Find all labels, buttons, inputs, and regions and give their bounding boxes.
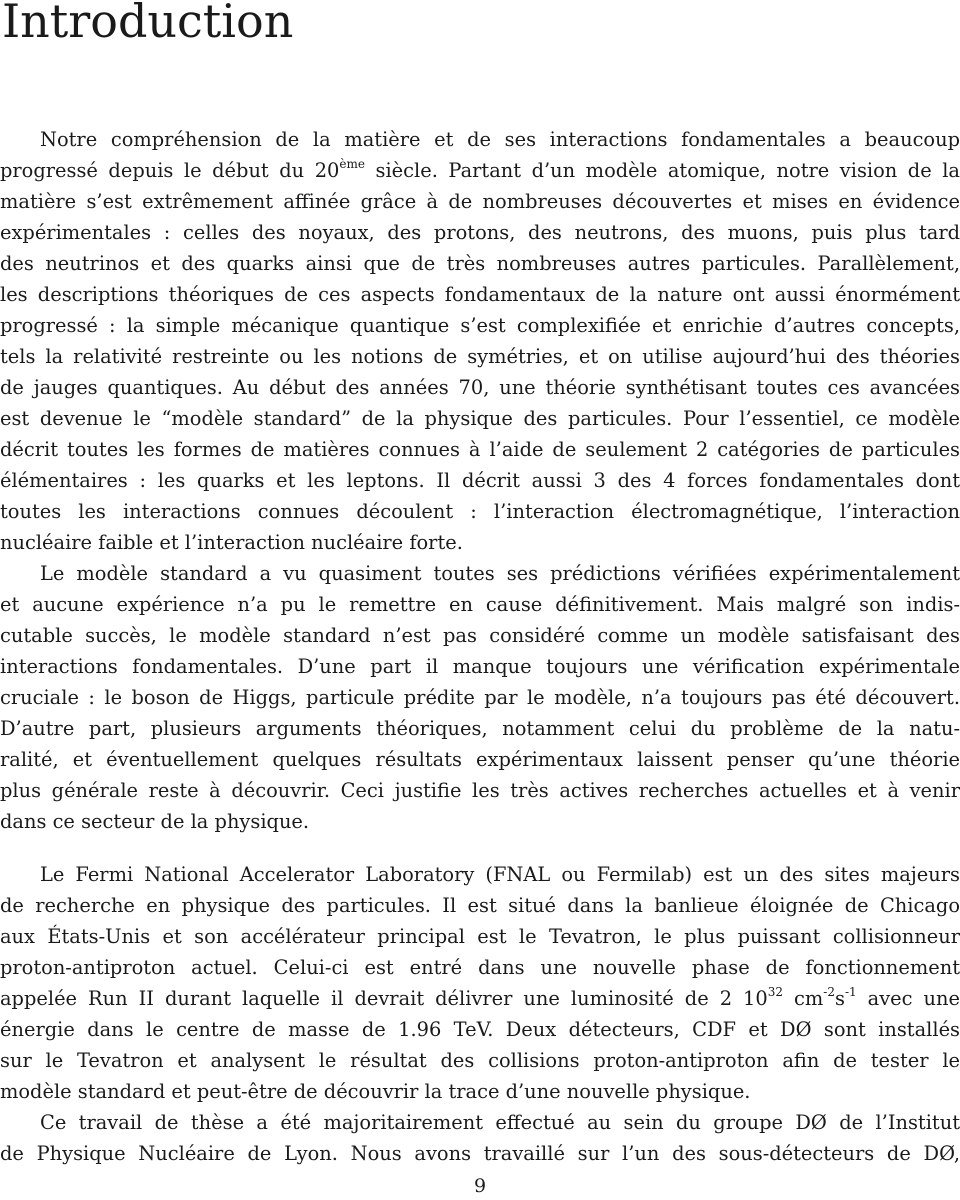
text-line: des neutrinos et des quarks ainsi que de très nombreuses autres particules. Parallèlement,: [0, 252, 960, 275]
superscript: -1: [844, 984, 857, 999]
text-line: cutable succès, le modèle standard n’est pas considéré comme un modèle satisfaisant des: [0, 624, 960, 647]
text-line: nucléaire faible et l’interaction nucléaire forte.: [0, 531, 463, 554]
text-line: expérimentales : celles des noyaux, des protons, des neutrons, des muons, puis plus tard: [0, 221, 960, 244]
body-text: [0, 124, 960, 1169]
text-line: Le Fermi National Accelerator Laboratory (FNAL ou Fermilab) est un des sites majeurs: [40, 863, 960, 886]
superscript: -2: [823, 984, 835, 999]
text-line: tels la relativité restreinte ou les notions de symétries, et on utilise aujourd’hui des théories: [0, 345, 960, 368]
text-line: interactions fondamentales. D’une part il manque toujours une vérification expérimentale: [0, 655, 960, 678]
text-line: ralité, et éventuellement quelques résultats expérimentaux laissent penser qu’une théorie: [0, 748, 960, 771]
text-line: modèle standard et peut-être de découvrir la trace d’une nouvelle physique.: [0, 1080, 751, 1103]
superscript: 32: [767, 984, 783, 999]
text-line: décrit toutes les formes de matières connues à l’aide de seulement 2 catégories de particules: [0, 438, 960, 461]
page-number: 9: [473, 1175, 487, 1197]
text-line: proton-antiproton actuel. Celui-ci est entré dans une nouvelle phase de fonctionnement: [0, 956, 960, 979]
text-line: Le modèle standard a vu quasiment toutes ses prédictions vérifiées expérimentalement: [40, 562, 960, 585]
text-line: matière s’est extrêmement affinée grâce à de nombreuses découvertes et mises en évidence: [0, 190, 960, 213]
text-line: est devenue le “modèle standard” de la physique des particules. Pour l’essentiel, ce modèle: [0, 407, 960, 430]
text-line: plus générale reste à découvrir. Ceci justifie les très actives recherches actuelles et à venir: [0, 779, 960, 802]
text-line: D’autre part, plusieurs arguments théoriques, notamment celui du problème de la natu-: [0, 717, 960, 740]
text-line: progressé depuis le début du 20ème siècle. Partant d’un modèle atomique, notre vision de la: [0, 156, 960, 182]
text-line: de Physique Nucléaire de Lyon. Nous avons travaillé sur l’un des sous-détecteurs de DØ,: [0, 1142, 960, 1165]
text-line: cruciale : le boson de Higgs, particule prédite par le modèle, n’a toujours pas été découvert.: [0, 686, 960, 709]
text-line: dans ce secteur de la physique.: [0, 810, 310, 833]
text-line: de recherche en physique des particules. Il est situé dans la banlieue éloignée de Chicago: [0, 894, 960, 917]
text-line: appelée Run II durant laquelle il devrait délivrer une luminosité de 2 $10^{32}$ $cm^{-2}s^{-1}$ avec une: [0, 984, 960, 1010]
text-line: de jauges quantiques. Au début des années 70, une théorie synthétisant toutes ces avancées: [0, 376, 960, 399]
text-line: sur le Tevatron et analysent le résultat des collisions proton-antiproton afin de tester le: [0, 1049, 960, 1072]
text-line: aux États-Unis et son accélérateur principal est le Tevatron, le plus puissant collisionneur: [0, 925, 960, 948]
text-line: Notre compréhension de la matière et de ses interactions fondamentales a beaucoup: [40, 128, 960, 151]
text-line: progressé : la simple mécanique quantique s’est complexifiée et enrichie d’autres concepts,: [0, 314, 960, 337]
text-line: et aucune expérience n’a pu le remettre en cause définitivement. Mais malgré son indis-: [0, 593, 960, 616]
text-line: énergie dans le centre de masse de 1.96 TeV. Deux détecteurs, CDF et DØ sont installés: [0, 1018, 960, 1041]
text-line: élémentaires : les quarks et les leptons. Il décrit aussi 3 des 4 forces fondamentales dont: [0, 469, 960, 492]
text-line: les descriptions théoriques de ces aspects fondamentaux de la nature ont aussi énormément: [0, 283, 960, 306]
text-line: Ce travail de thèse a été majoritairement effectué au sein du groupe DØ de l’Institut: [40, 1111, 960, 1134]
chapter-title: Introduction: [2, 0, 294, 48]
text-line: toutes les interactions connues découlent : l’interaction électromagnétique, l’interaction: [0, 500, 960, 523]
superscript: ème: [339, 156, 365, 171]
